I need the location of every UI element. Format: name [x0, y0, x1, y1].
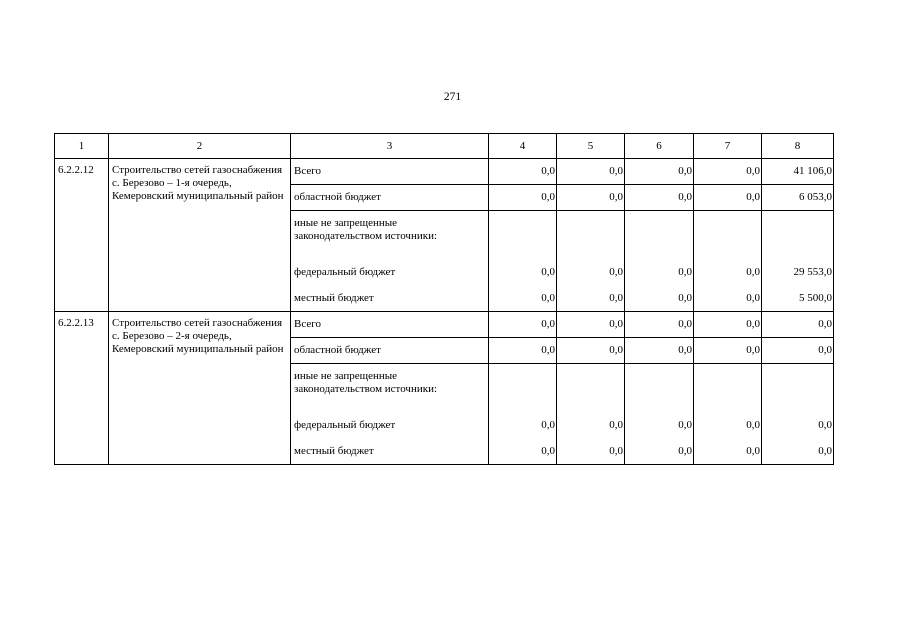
value-cell — [762, 364, 834, 413]
measure-name: Строительство сетей газоснабжения с. Березово – 2-я очередь, Кемеровский муниципальный район — [109, 312, 291, 465]
value-cell: 0,0 — [557, 412, 625, 438]
value-cell — [694, 211, 762, 260]
funding-table — [54, 133, 834, 465]
funding-source-label: федеральный бюджет — [291, 412, 489, 438]
value-cell: 0,0 — [694, 412, 762, 438]
measure-code: 6.2.2.12 — [55, 159, 109, 312]
funding-source-label: местный бюджет — [291, 438, 489, 465]
value-cell: 0,0 — [762, 338, 834, 364]
value-cell: 0,0 — [489, 338, 557, 364]
column-header: 4 — [489, 134, 557, 159]
value-cell: 0,0 — [694, 312, 762, 338]
funding-source-label: иные не запрещенные законодательством источники: — [291, 364, 489, 413]
value-cell: 0,0 — [762, 312, 834, 338]
value-cell: 0,0 — [557, 312, 625, 338]
value-cell: 0,0 — [694, 159, 762, 185]
measure-code: 6.2.2.13 — [55, 312, 109, 465]
column-header: 3 — [291, 134, 489, 159]
value-cell: 41 106,0 — [762, 159, 834, 185]
value-cell — [625, 364, 694, 413]
value-cell: 0,0 — [762, 412, 834, 438]
page-number: 271 — [443, 91, 462, 103]
value-cell: 0,0 — [625, 412, 694, 438]
funding-source-label: областной бюджет — [291, 185, 489, 211]
value-cell — [557, 211, 625, 260]
value-cell: 6 053,0 — [762, 185, 834, 211]
value-cell: 0,0 — [625, 338, 694, 364]
value-cell: 0,0 — [694, 185, 762, 211]
value-cell: 0,0 — [489, 438, 557, 465]
value-cell: 0,0 — [694, 285, 762, 312]
value-cell: 0,0 — [557, 185, 625, 211]
value-cell: 0,0 — [489, 159, 557, 185]
value-cell: 0,0 — [489, 312, 557, 338]
value-cell: 0,0 — [625, 312, 694, 338]
value-cell — [625, 211, 694, 260]
value-cell: 0,0 — [694, 259, 762, 285]
value-cell: 0,0 — [489, 259, 557, 285]
funding-source-label: Всего — [291, 159, 489, 185]
value-cell — [489, 211, 557, 260]
value-cell: 0,0 — [694, 338, 762, 364]
value-cell: 0,0 — [489, 285, 557, 312]
column-header: 6 — [625, 134, 694, 159]
value-cell: 0,0 — [557, 438, 625, 465]
measure-name: Строительство сетей газоснабжения с. Березово – 1-я очередь, Кемеровский муниципальный район — [109, 159, 291, 312]
value-cell: 0,0 — [557, 159, 625, 185]
column-header: 5 — [557, 134, 625, 159]
value-cell: 0,0 — [625, 259, 694, 285]
value-cell — [694, 364, 762, 413]
column-header: 1 — [55, 134, 109, 159]
funding-source-label: федеральный бюджет — [291, 259, 489, 285]
column-header: 8 — [762, 134, 834, 159]
value-cell: 0,0 — [625, 159, 694, 185]
table-row — [55, 312, 834, 338]
value-cell: 0,0 — [557, 338, 625, 364]
table-header-row — [55, 134, 834, 159]
value-cell: 0,0 — [625, 185, 694, 211]
value-cell: 29 553,0 — [762, 259, 834, 285]
funding-source-label: областной бюджет — [291, 338, 489, 364]
value-cell — [557, 364, 625, 413]
value-cell — [762, 211, 834, 260]
value-cell: 0,0 — [625, 438, 694, 465]
value-cell: 0,0 — [762, 438, 834, 465]
value-cell — [489, 364, 557, 413]
funding-source-label: иные не запрещенные законодательством источники: — [291, 211, 489, 260]
value-cell: 0,0 — [625, 285, 694, 312]
value-cell: 0,0 — [557, 259, 625, 285]
funding-source-label: местный бюджет — [291, 285, 489, 312]
value-cell: 5 500,0 — [762, 285, 834, 312]
funding-source-label: Всего — [291, 312, 489, 338]
column-header: 7 — [694, 134, 762, 159]
value-cell: 0,0 — [694, 438, 762, 465]
value-cell: 0,0 — [557, 285, 625, 312]
value-cell: 0,0 — [489, 412, 557, 438]
value-cell: 0,0 — [489, 185, 557, 211]
table-row — [55, 159, 834, 185]
column-header: 2 — [109, 134, 291, 159]
